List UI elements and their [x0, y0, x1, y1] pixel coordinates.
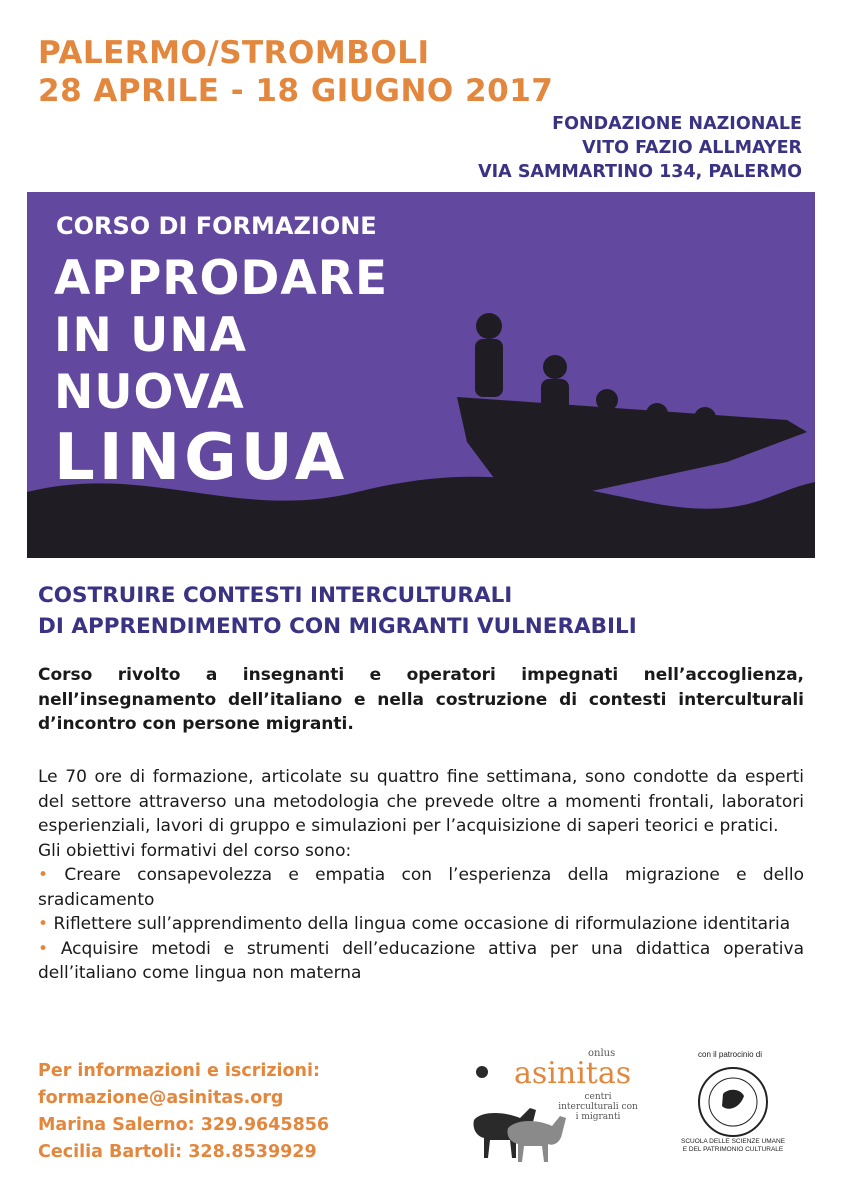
asinitas-tagline: centri interculturali con i migranti	[558, 1092, 638, 1122]
title-line-4: LINGUA	[54, 421, 349, 495]
details-paragraph: Le 70 ore di formazione, articolate su quattro fine settimana, sono condotte da esperti del settore attraverso una metodologia che prevede oltre a momenti frontali, laboratori esperienziali, lavori di gruppo e simulazioni per l’acquisizione di saperi teorici e pratici.	[38, 767, 804, 836]
objective-item: • Acquisire metodi e strumenti dell’educazione attiva per una didattica operativa dell’italiano come lingua non materna	[38, 938, 805, 983]
course-title	[54, 250, 388, 495]
university-seal-icon	[678, 1060, 788, 1140]
venue-line-3: VIA SAMMARTINO 134, PALERMO	[478, 162, 802, 182]
patronage-lead: con il patrocinio di	[698, 1050, 763, 1059]
course-kicker: CORSO DI FORMAZIONE	[56, 212, 377, 240]
objective-item: • Creare consapevolezza e empatia con l’esperienza della migrazione e dello sradicamento	[38, 865, 805, 910]
course-subtitle	[38, 580, 637, 642]
venue-address	[478, 112, 802, 184]
contact-block	[38, 1058, 329, 1166]
hero-banner	[27, 192, 815, 558]
asinitas-name: asinitas	[514, 1056, 632, 1091]
venue-line-2: VITO FAZIO ALLMAYER	[582, 138, 802, 158]
contact-email[interactable]: formazione@asinitas.org	[38, 1088, 284, 1108]
patronage-logo	[678, 1050, 788, 1170]
event-dates: 28 APRILE - 18 GIUGNO 2017	[38, 73, 554, 109]
patronage-school: SCUOLA DELLE SCIENZE UMANE E DEL PATRIMONIO CULTURALE	[680, 1138, 786, 1153]
objectives-lead: Gli obiettivi formativi del corso sono:	[38, 840, 352, 861]
contact-phone-1[interactable]: Marina Salerno: 329.9645856	[38, 1115, 330, 1135]
title-line-2: IN UNA	[54, 308, 248, 363]
event-header	[38, 34, 553, 110]
contact-heading: Per informazioni e iscrizioni:	[38, 1061, 320, 1081]
title-line-3: NUOVA	[54, 365, 245, 420]
asinitas-onlus: onlus	[588, 1048, 616, 1059]
asinitas-logo	[460, 1048, 650, 1168]
objective-item: • Riflettere sull’apprendimento della lingua come occasione di riformulazione identitaria	[38, 914, 791, 934]
details-section	[38, 765, 804, 986]
subtitle-line-2: DI APPRENDIMENTO CON MIGRANTI VULNERABILI	[38, 614, 637, 639]
subtitle-line-1: COSTRUIRE CONTESTI INTERCULTURALI	[38, 583, 513, 608]
bullet-icon: •	[38, 865, 49, 885]
bullet-icon: •	[38, 914, 49, 934]
venue-line-1: FONDAZIONE NAZIONALE	[552, 114, 802, 134]
bullet-icon: •	[38, 938, 49, 959]
intro-paragraph: Corso rivolto a insegnanti e operatori impegnati nell’accoglienza, nell’insegnamento dell’italiano e nella costruzione di contesti interculturali d’incontro con persone migranti.	[38, 665, 804, 734]
title-line-1: APPRODARE	[54, 251, 389, 306]
event-location: PALERMO/STROMBOLI	[38, 35, 430, 71]
contact-phone-2[interactable]: Cecilia Bartoli: 328.8539929	[38, 1142, 317, 1162]
